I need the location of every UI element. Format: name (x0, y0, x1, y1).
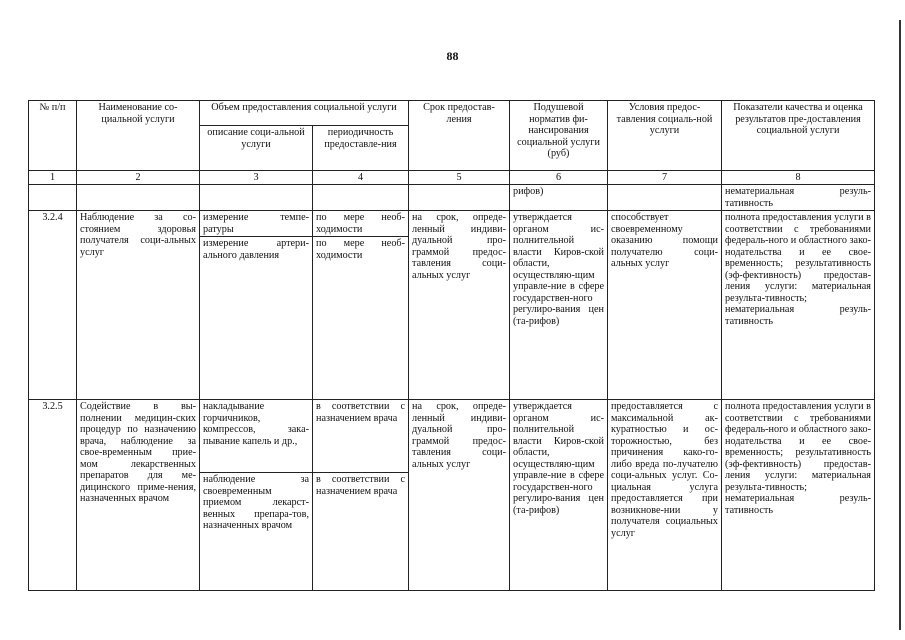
row-quality: полнота предоставления услуги в соответствии с требованиями федераль-ного и областного зако-нодательства и ее свое-временность; результативность (эф-фективность) предостав-ления услуги: материальная результа-тивность; нематериальная резуль-тативность (722, 400, 875, 591)
col-num-1: 1 (29, 171, 77, 185)
row-quality: полнота предоставления услуги в соответствии с требованиями федераль-ного и областного зако-нодательства и ее свое-временность; результативность (эф-фективность) предостав-ления услуги: материальная результа-тивность; нематериальная резуль-тативность (722, 211, 875, 400)
table-row (29, 400, 875, 473)
header-row-1 (29, 101, 875, 126)
header-volume-desc: описание соци-альной услуги (200, 126, 313, 171)
col-num-6: 6 (510, 171, 608, 185)
row-conditions: способствует своевременному оказанию помощи получателю соци-альных услуг (608, 211, 722, 400)
header-volume: Объем предоставления социальной услуги (200, 101, 409, 126)
header-conditions: Условия предос-тавления социаль-ной услуги (608, 101, 722, 171)
col-num-5: 5 (409, 171, 510, 185)
carry-norm: рифов) (510, 185, 608, 211)
page-number: 88 (446, 49, 459, 63)
row-item-desc: измерение темпе-ратуры (200, 211, 313, 237)
row-norm: утверждается органом ис-полнительной власти Киров-ской области, осуществляю-щим управле-ние в сфере государствен-ного регулиро-вания цен (та-рифов) (510, 400, 608, 591)
header-term: Срок предостав-ления (409, 101, 510, 171)
table-row (29, 211, 875, 237)
row-item-freq: в соответствии с назначением врача (313, 473, 409, 591)
col-num-8: 8 (722, 171, 875, 185)
col-num-7: 7 (608, 171, 722, 185)
col-num-4: 4 (313, 171, 409, 185)
page-edge-line (899, 20, 901, 630)
row-item-desc: наблюдение за своевременным приемом лекарст-венных препара-тов, назначенных врачом (200, 473, 313, 591)
row-item-desc: измерение артери-ального давления (200, 237, 313, 400)
header-norm: Подушевой норматив фи-нансирования социальной услуги (руб) (510, 101, 608, 171)
col-num-3: 3 (200, 171, 313, 185)
row-item-freq: по мере необ-ходимости (313, 211, 409, 237)
row-norm: утверждается органом ис-полнительной власти Киров-ской области, осуществляю-щим управле-ние в сфере государствен-ного регулиро-вания цен (та-рифов) (510, 211, 608, 400)
row-conditions: предоставляется с максимальной ак-куратностью и ос-торожностью, без причинения како-го-либо вреда по-лучателю соци-альных услуг. Со-циальная услуга предоставляется при возникнове-нии у получателя социальных услуг (608, 400, 722, 591)
header-num: № п/п (29, 101, 77, 171)
row-term: на срок, опреде-ленный индиви-дуальной про-граммой предос-тавления соци-альных услуг (409, 211, 510, 400)
row-num: 3.2.5 (29, 400, 77, 591)
row-item-freq: по мере необ-ходимости (313, 237, 409, 400)
row-term: на срок, опреде-ленный индиви-дуальной про-граммой предос-тавления соци-альных услуг (409, 400, 510, 591)
header-name: Наименование со-циальной услуги (77, 101, 200, 171)
col-num-2: 2 (77, 171, 200, 185)
header-volume-freq: периодичность предоставле-ния (313, 126, 409, 171)
row-service-name: Наблюдение за со-стоянием здоровья получателя соци-альных услуг (77, 211, 200, 400)
header-quality: Показатели качества и оценка результатов пре-доставления социальной услуги (722, 101, 875, 171)
row-service-name: Содействие в вы-полнении медицин-ских процедур по назначению врача, наблюдение за свое-временным прие-мом лекарственных препаратов для ме-дицинского приме-нения, назначенных врачом (77, 400, 200, 591)
row-item-freq: в соответствии с назначением врача (313, 400, 409, 473)
row-item-desc: накладывание горчичников, компрессов, зака-пывание капель и др., (200, 400, 313, 473)
row-num: 3.2.4 (29, 211, 77, 400)
services-table (28, 100, 875, 591)
column-numbers-row (29, 171, 875, 185)
carry-quality: нематериальная резуль-тативность (722, 185, 875, 211)
carry-over-row (29, 185, 875, 211)
